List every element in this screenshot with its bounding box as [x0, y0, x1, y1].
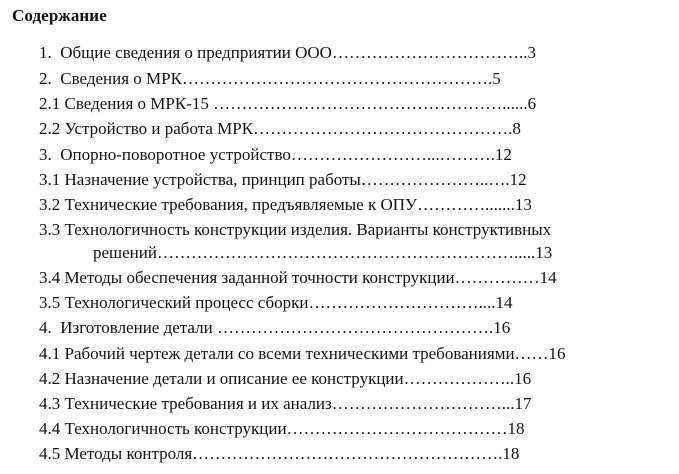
- toc-entry: 4.3 Технические требования и их анализ…………………………...17: [39, 394, 532, 413]
- toc-entry: 4.5 Методы контроля……………………………………………….18: [39, 444, 520, 463]
- toc-entry: 3.1 Назначение устройства, принцип работы…………………..….12: [39, 170, 527, 189]
- toc-entry-continuation: решений……………………………………………………….....13: [93, 243, 553, 262]
- toc-entry: 4.4 Технологичность конструкции…………………………………18: [39, 419, 525, 438]
- toc-entry: 3. Опорно-поворотное устройство……………………...……….12: [39, 145, 512, 164]
- toc-entry: 4.1 Рабочий чертеж детали со всеми техническими требованиями……16: [39, 344, 566, 363]
- page-title: Содержание: [12, 6, 107, 25]
- toc-entry: 4. Изготовление детали ………………………………………….16: [39, 318, 511, 337]
- toc-entry: 3.4 Методы обеспечения заданной точности конструкции……………14: [39, 268, 557, 287]
- toc-entry: 1. Общие сведения о предприятии ООО……………………………..3: [39, 43, 536, 62]
- toc-entry: 3.2 Технические требования, предъявляемые к ОПУ………….......13: [39, 195, 532, 214]
- toc-entry: 3.3 Технологичность конструкции изделия. Варианты конструктивных: [39, 220, 552, 239]
- toc-entry: 3.5 Технологический процесс сборки…………………………....14: [39, 293, 513, 312]
- toc-entry: 2.2 Устройство и работа МРК……………………………………….8: [39, 119, 521, 138]
- toc-entry: 4.2 Назначение детали и описание ее конструкции………………..16: [39, 369, 532, 388]
- toc-entry: 2.1 Сведения о МРК-15 ……………………………………………......6: [39, 94, 537, 113]
- toc-entry: 2. Сведения о МРК……………………………………………….5: [39, 69, 501, 88]
